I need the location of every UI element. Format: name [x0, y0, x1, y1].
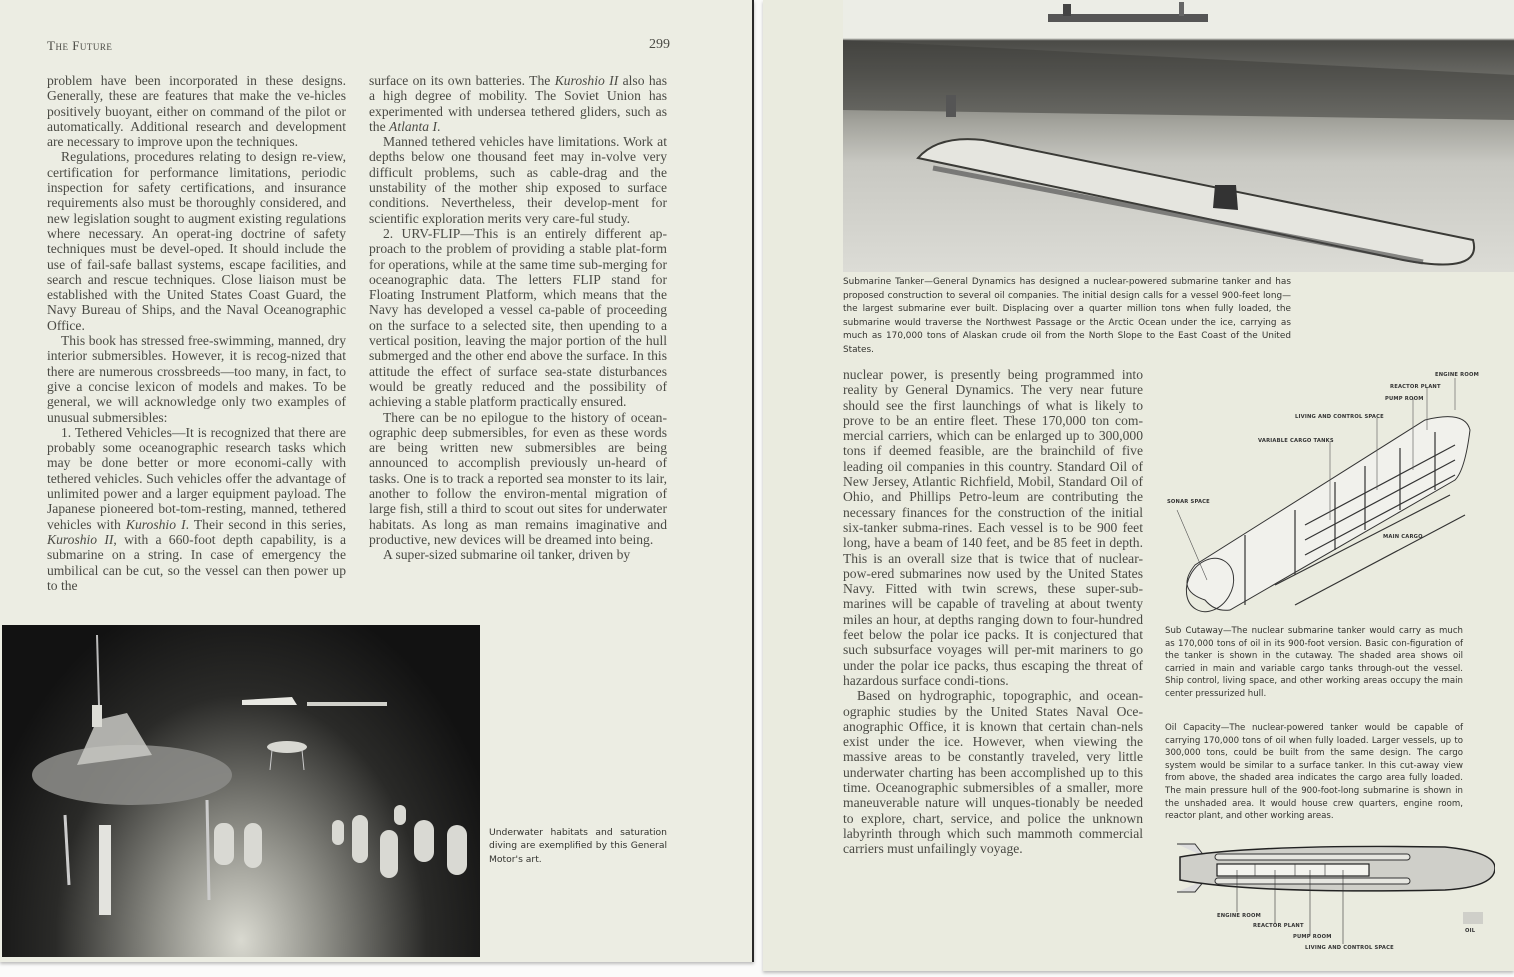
label-sonar-space: SONAR SPACE: [1167, 499, 1210, 505]
tanker-illustration: [843, 0, 1514, 272]
paragraph: Based on hydrographic, topographic, and ocean-ographic studies by the United States Naval Oce-anographic Office, it is known that certain chan-nels exist under the ice. However, when viewing the massive areas to be constantly traveled, very little underwater charting has been accomplished up to this time. Oceanographic submersibles of a smaller, more maneuverable nature will unques-tionably be needed to explore, chart, service, and police the unknown labyrinth through which such mammoth commercial carriers must unfailingly voyage.: [843, 688, 1143, 857]
page-number: 299: [649, 37, 670, 52]
paragraph: problem have been incorporated in these designs. Generally, these are features that make the ve-hicles positively buoyant, either on command of the pilot or automatically. Additional research and development are necessary to improve upon the techniques.: [47, 73, 346, 150]
underwater-habitat-photo: [2, 625, 480, 957]
label-living-control: LIVING AND CONTROL SPACE: [1295, 414, 1384, 420]
habitat-illustration: [2, 625, 480, 957]
tanker-caption: Submarine Tanker—General Dynamics has designed a nuclear-powered submarine tanker and has proposed construction to several oil companies. The initial design calls for a vessel 900-feet long—the largest submarine ever built. Displacing over a quarter million tons when fully loaded, the submarine would traverse the Northwest Passage or the Arctic Ocean under the ice, carrying as much as 170,000 tons of Alaskan crude oil from the North Slope to the East Coast of the United States.: [843, 277, 1291, 355]
submarine-cutaway-diagram: [1165, 370, 1495, 620]
label-main-cargo: MAIN CARGO: [1383, 534, 1423, 540]
text-run: 1. Tethered Vehicles—It is recognized that there are probably some oceanographic research tasks which may be done better or more economi-cally with tethered vehicles. Such vehicles offer the advantage of unlimited power and a larger equipment payload. The Japanese pioneered bot-tom-resting, manned, tethered vehicles with: [47, 424, 346, 532]
label-engine-room: ENGINE ROOM: [1217, 913, 1261, 919]
text-run: , with a 660-foot depth capability, is a submarine on a string. In case of emergency the umbilical can be cut, so the vessel can then power up to the: [47, 531, 347, 593]
left-column-1: [47, 73, 346, 593]
paragraph: nuclear power, is presently being programmed into reality by General Dynamics. The very near future should see the first launchings of what is likely to prove to be an entire fleet. These 170,000 ton com-mercial carriers, which can be enlarged up to 300,000 tons if deemed feasible, are the brainchild of five leading oil companies in this country. Standard Oil of New Jersey, Atlantic Richfield, Mobil, Standard Oil of Ohio, and Phillips Petro-leum are contributing the necessary finances for the construction of the initial six-tanker subma-rines. Each vessel is to be 900 feet long, have a beam of 140 feet, and be 85 feet in depth. This is an overall size that is twice that of nuclear-pow-ered submarines now used by the United States Navy. Fitted with twin screws, these super-sub-marines will be capable of traveling at about twenty miles an hour, at depths ranging down to four-hundred feet below the polar ice packs. It is conjectured that such subsurface voyages will per-mit mariners to go under the polar ice packs, thus escaping the threat of hazardous surface condi-tions.: [843, 367, 1143, 688]
paragraph: A super-sized submarine oil tanker, driven by: [383, 547, 631, 563]
submarine-plan-diagram: [1165, 832, 1495, 952]
text-run: also has a high degree of mobility. The Soviet Union has experimented with undersea tethered gliders, such as the: [369, 73, 668, 134]
label-living-control: LIVING AND CONTROL SPACE: [1305, 945, 1394, 951]
vessel-name: Kuroshio II: [554, 73, 619, 88]
submarine-tanker-photo: [843, 0, 1514, 272]
paragraph: Manned tethered vehicles have limitations. Work at depths below one thousand feet may in-volve very difficult problems, such as cable-drag and the unstability of the mother ship exposed to surface conditions. Nevertheless, their develop-ment for scientific exploration merits very care-ful study.: [369, 134, 667, 226]
cutaway-caption: Sub Cutaway—The nuclear submarine tanker would carry as much as 170,000 tons of oil in its 900-foot version. Basic con-figuration of the tanker is shown in the cutaway. The shaded area shows oil carried in main and variable cargo tanks through-out the vessel. Ship control, living space, and other working areas occupy the main center pressurized hull.: [1165, 626, 1463, 699]
left-page: [0, 0, 754, 962]
capacity-caption: Oil Capacity—The nuclear-powered tanker would be capable of carrying 170,000 tons of oil when fully loaded. Larger vessels, up to 300,000 tons, could be built from the same design. The cargo system would be similar to a surface tanker. In this cut-away view from above, the shaded area indicates the cargo area fully loaded. The main pressure hull of the 900-foot-long submarine is shown in the unshaded area. It would house crew quarters, engine room, reactor plant, and other working areas.: [1165, 723, 1463, 822]
right-column: [843, 367, 1143, 857]
paragraph: 2. URV-FLIP—This is an entirely different ap-proach to the problem of providing a stable plat-form for operations, while at the same time sub-merging for oceanographic data. The letters FLIP stand for Floating Instrument Platform, which means that the Navy has developed a vessel ca-pable of proceeding on the surface to a selected site, then upending to a vertical position, leaving the major portion of the hull submerged and the other end above the surface. In this attitude the effect of surface sea-state disturbances would be greatly reduced and the possibility of achieving a stable platform practically ensured.: [369, 225, 667, 410]
label-variable-cargo: VARIABLE CARGO TANKS: [1258, 438, 1334, 444]
paragraph: [47, 425, 346, 593]
habitat-caption: Underwater habitats and saturation diving are exemplified by this General Motor's art.: [489, 827, 667, 865]
label-pump-room: PUMP ROOM: [1293, 934, 1332, 940]
vessel-name: Kuroshio II: [47, 531, 114, 547]
text-run: . Their second in this series,: [185, 516, 346, 532]
paragraph: This book has stressed free-swimming, manned, dry interior submersibles. However, it is recog-nized that there are numerous crossbreeds—too many, in fact, to give a concise lexicon of models and makes. To be general, we will acknowledge only two examples of unusual submersibles:: [47, 333, 346, 425]
text-run: .: [436, 118, 441, 134]
label-reactor-plant: REACTOR PLANT: [1390, 384, 1441, 390]
label-oil-legend: OIL: [1465, 928, 1476, 934]
running-head: The Future: [47, 38, 113, 53]
text-run: surface on its own batteries. The: [369, 73, 555, 88]
paragraph: Regulations, procedures relating to design re-view, certification for performance limitations, periodic inspection for safety certifications, and insurance requirements also must be thoroughly considered, and new legislation sought to augment existing regulations where necessary. An operat-ing doctrine of safety techniques must be devel-oped. It should include the use of fail-safe ballast systems, escape facilities, and search and rescue techniques. Close liaison must be established with the United States Coast Guard, the Navy Bureau of Ships, and the Naval Oceanographic Office.: [47, 149, 346, 333]
left-column-2: [369, 73, 667, 563]
label-engine-room: ENGINE ROOM: [1435, 372, 1479, 378]
label-pump-room: PUMP ROOM: [1385, 396, 1424, 402]
label-reactor-plant: REACTOR PLANT: [1253, 923, 1304, 929]
vessel-name: Kuroshio I: [125, 516, 186, 532]
paragraph: [369, 73, 667, 134]
paragraph: There can be no epilogue to the history of ocean-ographic deep submersibles, for even as these words are being written new submersibles are being announced to accomplish previously un-heard of tasks. One is to track a reported sea monster to its lair, another to follow the environ-mental migration of large fish, still a third to scout out sites for underwater habitats. As long as man remains imaginative and productive, new devices will be dreamed into being.: [369, 409, 667, 547]
vessel-name: Atlanta I: [389, 118, 437, 134]
